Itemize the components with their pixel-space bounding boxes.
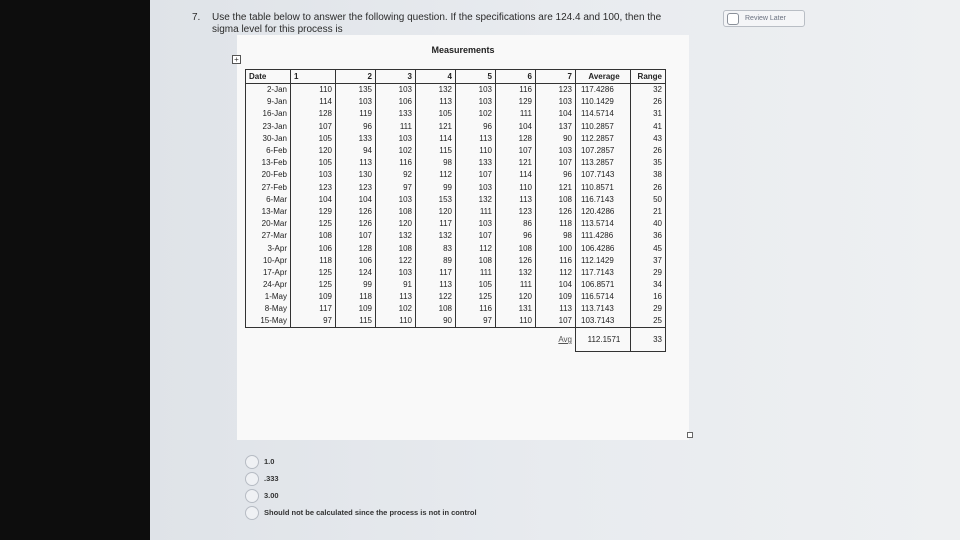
table-cell: 30-Jan [246,132,291,144]
table-cell: 26 [631,144,666,156]
table-cell: 86 [496,218,536,230]
option-2-radio[interactable] [245,472,259,486]
table-cell: 108 [376,205,416,217]
table-cell: 123 [336,181,376,193]
table-cell: 29 [631,303,666,315]
table-cell: 113 [416,279,456,291]
table-cell: 3-Apr [246,242,291,254]
table-cell: 111 [456,266,496,278]
table-cell: 125 [291,279,336,291]
table-cell: 122 [376,254,416,266]
table-cell: 83 [416,242,456,254]
table-row [246,96,666,108]
table-cell: 117 [291,303,336,315]
header-sample-5: 5 [456,70,496,84]
table-cell: 111 [456,205,496,217]
table-cell: 107 [336,230,376,242]
table-row [246,315,666,327]
table-cell: 117.7143 [576,266,631,278]
table-cell: 106.4286 [576,242,631,254]
table-cell: 104 [496,120,536,132]
summary-row [246,327,666,351]
option-3-radio[interactable] [245,489,259,503]
table-cell: 125 [291,218,336,230]
table-cell: 27-Feb [246,181,291,193]
table-cell: 98 [536,230,576,242]
table-cell: 20-Mar [246,218,291,230]
table-cell: 116.7143 [576,193,631,205]
table-cell: 34 [631,279,666,291]
table-cell: 37 [631,254,666,266]
table-cell: 43 [631,132,666,144]
table-cell: 106 [291,242,336,254]
table-title: Measurements [431,45,495,55]
table-cell: 120.4286 [576,205,631,217]
table-cell: 45 [631,242,666,254]
table-cell: 103 [376,84,416,96]
table-cell: 9-Jan [246,96,291,108]
table-cell: 103 [376,132,416,144]
table-cell: 113 [496,193,536,205]
table-cell: 153 [416,193,456,205]
table-cell: 123 [536,84,576,96]
table-row [246,144,666,156]
table-cell: 102 [376,303,416,315]
table-cell: 107 [456,230,496,242]
option-3-label: 3.00 [264,491,279,500]
table-cell: 6-Mar [246,193,291,205]
question-line-1: Use the table below to answer the following question. If the specifications are 124.4 and 100, then the [212,12,662,23]
question-text [192,12,692,36]
table-cell: 108 [291,230,336,242]
table-cell: 126 [536,205,576,217]
header-sample-2: 2 [336,70,376,84]
table-cell: 105 [291,157,336,169]
table-cell: 103 [456,84,496,96]
header-sample-3: 3 [376,70,416,84]
table-cell: 122 [416,291,456,303]
table-cell: 110 [456,144,496,156]
table-cell: 99 [336,279,376,291]
table-cell: 108 [416,303,456,315]
table-cell: 24-Apr [246,279,291,291]
option-3[interactable] [245,487,477,504]
table-cell: 40 [631,218,666,230]
table-cell: 99 [416,181,456,193]
review-later-checkbox[interactable] [727,13,739,25]
table-cell: 41 [631,120,666,132]
table-cell: 114.5714 [576,108,631,120]
table-cell: 108 [456,254,496,266]
table-cell: 120 [291,144,336,156]
table-cell: 27-Mar [246,230,291,242]
table-cell: 124 [336,266,376,278]
table-row [246,181,666,193]
table-cell: 131 [496,303,536,315]
question-line-2: sigma level for this process is [212,24,343,35]
table-cell: 100 [536,242,576,254]
table-cell: 16-Jan [246,108,291,120]
option-4-radio[interactable] [245,506,259,520]
table-cell: 107.2857 [576,144,631,156]
plus-icon[interactable]: + [232,55,241,64]
table-row [246,132,666,144]
table-cell: 118 [291,254,336,266]
table-row [246,291,666,303]
table-cell: 114 [496,169,536,181]
table-cell: 116 [536,254,576,266]
table-cell: 132 [376,230,416,242]
table-cell: 107.7143 [576,169,631,181]
table-cell: 31 [631,108,666,120]
average-range: 33 [631,327,666,351]
table-cell: 110 [496,315,536,327]
table-cell: 110.1429 [576,96,631,108]
empty-cell [246,327,291,351]
table-cell: 103.7143 [576,315,631,327]
empty-cell [376,327,416,351]
table-cell: 29 [631,266,666,278]
table-cell: 15-May [246,315,291,327]
table-cell: 112 [536,266,576,278]
table-cell: 36 [631,230,666,242]
table-row [246,279,666,291]
table-cell: 106 [376,96,416,108]
table-row [246,120,666,132]
option-4-label: Should not be calculated since the process is not in control [264,508,477,517]
table-cell: 110.8571 [576,181,631,193]
table-cell: 111 [496,279,536,291]
option-2[interactable] [245,470,477,487]
table-row [246,193,666,205]
header-sample-1: 1 [291,70,336,84]
table-cell: 115 [416,144,456,156]
option-4[interactable] [245,504,477,521]
table-cell: 116 [496,84,536,96]
table-cell: 104 [336,193,376,205]
table-cell: 23-Jan [246,120,291,132]
table-cell: 119 [336,108,376,120]
table-cell: 109 [336,303,376,315]
table-cell: 104 [536,108,576,120]
table-cell: 113.2857 [576,157,631,169]
table-cell: 97 [291,315,336,327]
table-cell: 98 [416,157,456,169]
table-cell: 110 [376,315,416,327]
table-cell: 35 [631,157,666,169]
table-row [246,157,666,169]
table-cell: 113.5714 [576,218,631,230]
table-cell: 117 [416,266,456,278]
table-cell: 121 [416,120,456,132]
table-cell: 13-Feb [246,157,291,169]
table-cell: 103 [456,218,496,230]
table-cell: 96 [456,120,496,132]
table-cell: 113 [536,303,576,315]
table-cell: 125 [456,291,496,303]
table-cell: 112 [456,242,496,254]
table-cell: 113 [416,96,456,108]
resize-handle[interactable] [687,432,693,438]
table-row [246,108,666,120]
table-cell: 137 [536,120,576,132]
table-cell: 133 [456,157,496,169]
option-1-radio[interactable] [245,455,259,469]
table-cell: 120 [416,205,456,217]
table-cell: 126 [336,218,376,230]
table-cell: 112 [416,169,456,181]
header-average: Average [576,70,631,84]
table-cell: 6-Feb [246,144,291,156]
table-cell: 114 [291,96,336,108]
table-cell: 118 [336,291,376,303]
table-cell: 16 [631,291,666,303]
table-cell: 114 [416,132,456,144]
question-number: 7. [192,12,201,23]
table-cell: 38 [631,169,666,181]
measurements-table [245,69,666,352]
avg-label: Avg [558,335,572,344]
table-cell: 92 [376,169,416,181]
table-cell: 133 [336,132,376,144]
table-cell: 13-Mar [246,205,291,217]
table-header-row [246,70,666,84]
table-cell: 105 [291,132,336,144]
table-cell: 116 [376,157,416,169]
table-cell: 94 [336,144,376,156]
table-cell: 106 [336,254,376,266]
table-cell: 111 [496,108,536,120]
table-cell: 130 [336,169,376,181]
table-cell: 107 [536,315,576,327]
table-cell: 8-May [246,303,291,315]
table-cell: 109 [536,291,576,303]
table-cell: 128 [291,108,336,120]
table-cell: 109 [291,291,336,303]
header-range: Range [631,70,666,84]
table-cell: 89 [416,254,456,266]
empty-cell [336,327,376,351]
table-cell: 112.2857 [576,132,631,144]
table-row [246,303,666,315]
grand-average: 112.1571 [576,327,631,351]
table-cell: 107 [291,120,336,132]
table-cell: 26 [631,96,666,108]
table-cell: 32 [631,84,666,96]
table-cell: 102 [456,108,496,120]
empty-cell [291,327,336,351]
table-cell: 120 [376,218,416,230]
table-cell: 123 [496,205,536,217]
table-cell: 103 [456,96,496,108]
table-cell: 103 [536,96,576,108]
empty-cell [416,327,456,351]
table-cell: 103 [456,181,496,193]
answer-options [245,453,477,521]
review-later-button[interactable] [723,10,805,27]
table-cell: 25 [631,315,666,327]
table-cell: 133 [376,108,416,120]
header-sample-7: 7 [536,70,576,84]
table-cell: 103 [376,266,416,278]
table-cell: 118 [536,218,576,230]
table-cell: 126 [336,205,376,217]
measurements-image [234,35,689,440]
table-cell: 113 [456,132,496,144]
table-cell: 123 [291,181,336,193]
table-cell: 106.8571 [576,279,631,291]
table-row [246,230,666,242]
table-cell: 90 [536,132,576,144]
table-cell: 96 [536,169,576,181]
table-cell: 121 [536,181,576,193]
table-cell: 126 [496,254,536,266]
table-cell: 125 [291,266,336,278]
table-cell: 103 [536,144,576,156]
table-cell: 10-Apr [246,254,291,266]
table-cell: 26 [631,181,666,193]
table-cell: 107 [456,169,496,181]
table-cell: 132 [416,84,456,96]
table-cell: 97 [376,181,416,193]
table-cell: 132 [456,193,496,205]
table-cell: 105 [416,108,456,120]
table-cell: 110.2857 [576,120,631,132]
table-row [246,254,666,266]
table-cell: 104 [536,279,576,291]
table-cell: 120 [496,291,536,303]
table-cell: 102 [376,144,416,156]
screen [150,0,960,540]
table-cell: 50 [631,193,666,205]
table-cell: 113 [336,157,376,169]
header-sample-4: 4 [416,70,456,84]
table-cell: 97 [456,315,496,327]
table-cell: 121 [496,157,536,169]
table-cell: 128 [336,242,376,254]
option-1[interactable] [245,453,477,470]
table-cell: 128 [496,132,536,144]
table-cell: 1-May [246,291,291,303]
table-cell: 116 [456,303,496,315]
table-cell: 21 [631,205,666,217]
table-cell: 129 [496,96,536,108]
table-cell: 107 [496,144,536,156]
table-cell: 110 [291,84,336,96]
table-cell: 132 [416,230,456,242]
table-cell: 117 [416,218,456,230]
table-cell: 113 [376,291,416,303]
table-cell: 103 [291,169,336,181]
empty-cell [496,327,536,351]
table-cell: 103 [336,96,376,108]
table-cell: 104 [291,193,336,205]
review-later-label: Review Later [745,15,786,22]
table-row [246,218,666,230]
table-cell: 112.1429 [576,254,631,266]
table-cell: 115 [336,315,376,327]
table-row [246,242,666,254]
table-cell: 105 [456,279,496,291]
header-date: Date [246,70,291,84]
table-cell: 103 [376,193,416,205]
table-row [246,84,666,96]
table-cell: 116.5714 [576,291,631,303]
option-1-label: 1.0 [264,457,275,466]
table-cell: 110 [496,181,536,193]
table-cell: 2-Jan [246,84,291,96]
table-cell: 96 [496,230,536,242]
empty-cell [456,327,496,351]
table-cell: 111.4286 [576,230,631,242]
table-cell: 20-Feb [246,169,291,181]
table-cell: 17-Apr [246,266,291,278]
table-cell: 113.7143 [576,303,631,315]
table-cell: 107 [536,157,576,169]
table-cell: 129 [291,205,336,217]
table-cell: 91 [376,279,416,291]
table-row [246,205,666,217]
table-row [246,266,666,278]
option-2-label: .333 [264,474,279,483]
table-cell: 108 [536,193,576,205]
table-cell: 96 [336,120,376,132]
table-row [246,169,666,181]
table-cell: 135 [336,84,376,96]
table-cell: 108 [376,242,416,254]
table-cell: 117.4286 [576,84,631,96]
header-sample-6: 6 [496,70,536,84]
table-cell: 132 [496,266,536,278]
table-cell: 108 [496,242,536,254]
table-cell: 90 [416,315,456,327]
table-cell: 111 [376,120,416,132]
